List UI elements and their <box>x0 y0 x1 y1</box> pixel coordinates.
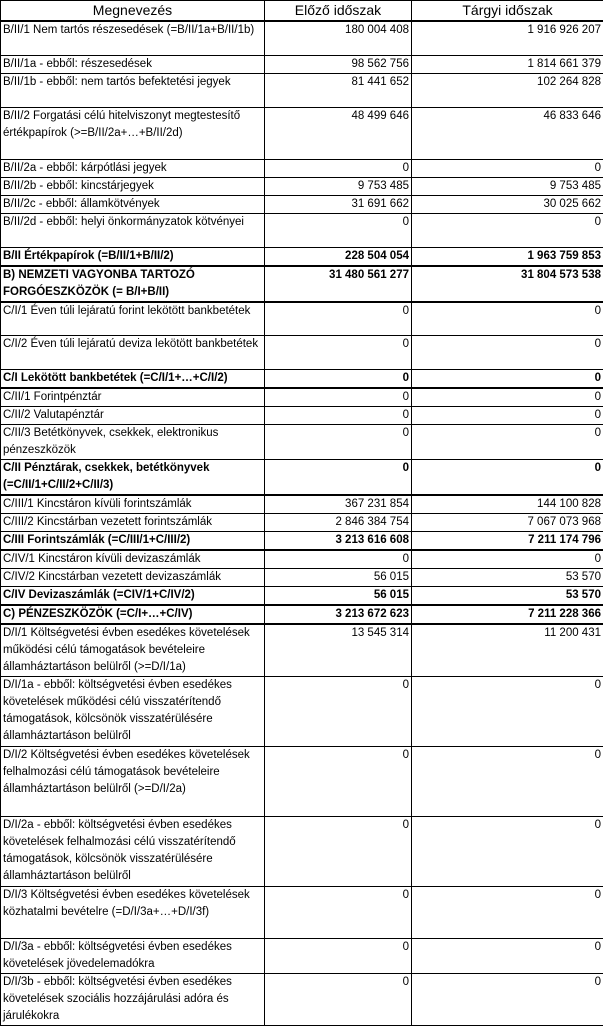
current-period-value: 0 <box>412 302 603 336</box>
previous-period-value: 3 213 616 608 <box>265 532 412 551</box>
current-period-value: 7 211 174 796 <box>412 532 603 551</box>
row-label: C/IV/2 Kincstárban vezetett devizaszámlák <box>1 569 265 587</box>
table-row <box>1 388 603 407</box>
current-period-value: 1 814 661 379 <box>412 55 603 73</box>
header-row <box>1 1 603 22</box>
current-period-value: 7 067 073 968 <box>412 514 603 532</box>
header-name: Megnevezés <box>1 1 265 22</box>
previous-period-value: 0 <box>265 302 412 336</box>
previous-period-value: 0 <box>265 213 412 247</box>
previous-period-value: 0 <box>265 550 412 569</box>
table-row <box>1 817 603 887</box>
current-period-value: 102 264 828 <box>412 73 603 107</box>
current-period-value: 0 <box>412 370 603 389</box>
table-row <box>1 213 603 247</box>
row-label: C/II/3 Betétkönyvek, csekkek, elektronikus pénzeszközök <box>1 425 265 460</box>
previous-period-value: 9 753 485 <box>265 177 412 195</box>
table-row <box>1 587 603 606</box>
previous-period-value: 0 <box>265 974 412 1026</box>
table-row <box>1 266 603 302</box>
current-period-value: 53 570 <box>412 587 603 606</box>
previous-period-value: 0 <box>265 817 412 887</box>
row-label: C/III/1 Kincstáron kívüli forintszámlák <box>1 495 265 514</box>
previous-period-value: 0 <box>265 336 412 370</box>
row-label: B/II/1 Nem tartós részesedések (=B/II/1a+B/II/1b) <box>1 21 265 55</box>
table-row <box>1 605 603 624</box>
row-label: B/II/1b - ebből: nem tartós befektetési jegyek <box>1 73 265 107</box>
row-label: B/II/2c - ebből: államkötvények <box>1 195 265 213</box>
current-period-value: 7 211 228 366 <box>412 605 603 624</box>
table-body <box>1 21 603 1026</box>
row-label: C/II/2 Valutapénztár <box>1 407 265 425</box>
previous-period-value: 98 562 756 <box>265 55 412 73</box>
current-period-value: 0 <box>412 550 603 569</box>
table-row <box>1 425 603 460</box>
row-label: C/IV Devizaszámlák (=CIV/1+C/IV/2) <box>1 587 265 606</box>
row-label: D/I/2a - ebből: költségvetési évben esedékes követelések felhalmozási célú visszatérítendő támogatások, kölcsönök visszatérülésére államháztartáson belülről <box>1 817 265 887</box>
table-row <box>1 974 603 1026</box>
previous-period-value: 0 <box>265 388 412 407</box>
current-period-value: 1 963 759 853 <box>412 247 603 266</box>
row-label: B/II Értékpapírok (=B/II/1+B/II/2) <box>1 247 265 266</box>
current-period-value: 0 <box>412 407 603 425</box>
current-period-value: 144 100 828 <box>412 495 603 514</box>
row-label: D/I/2 Költségvetési évben esedékes követelések felhalmozási célú támogatások bevételeire államháztartáson belülről (>=D/I/2a) <box>1 747 265 817</box>
table-row <box>1 73 603 107</box>
previous-period-value: 228 504 054 <box>265 247 412 266</box>
previous-period-value: 0 <box>265 887 412 939</box>
table-row <box>1 159 603 177</box>
table-row <box>1 495 603 514</box>
current-period-value: 0 <box>412 159 603 177</box>
row-label: D/I/3 Költségvetési évben esedékes követelések közhatalmi bevételre (=D/I/3a+…+D/I/3f) <box>1 887 265 939</box>
previous-period-value: 0 <box>265 747 412 817</box>
row-label: C/I Lekötött bankbetétek (=C/I/1+…+C/I/2) <box>1 370 265 389</box>
row-label: C/III/2 Kincstárban vezetett forintszámlák <box>1 514 265 532</box>
table-row <box>1 460 603 496</box>
header-previous-period: Előző időszak <box>265 1 412 22</box>
table-row <box>1 107 603 159</box>
row-label: D/I/3b - ebből: költségvetési évben esedékes követelések szociális hozzájárulási adóra és járulékokra <box>1 974 265 1026</box>
table-row <box>1 177 603 195</box>
current-period-value: 11 200 431 <box>412 624 603 677</box>
table-row <box>1 55 603 73</box>
table-row <box>1 195 603 213</box>
table-row <box>1 550 603 569</box>
current-period-value: 0 <box>412 677 603 747</box>
current-period-value: 0 <box>412 817 603 887</box>
previous-period-value: 2 846 384 754 <box>265 514 412 532</box>
table-row <box>1 887 603 939</box>
previous-period-value: 48 499 646 <box>265 107 412 159</box>
previous-period-value: 0 <box>265 939 412 974</box>
current-period-value: 30 025 662 <box>412 195 603 213</box>
previous-period-value: 0 <box>265 677 412 747</box>
current-period-value: 0 <box>412 460 603 496</box>
current-period-value: 0 <box>412 887 603 939</box>
previous-period-value: 81 441 652 <box>265 73 412 107</box>
header-current-period: Tárgyi időszak <box>412 1 603 22</box>
current-period-value: 0 <box>412 425 603 460</box>
table-row <box>1 302 603 336</box>
row-label: C/II/1 Forintpénztár <box>1 388 265 407</box>
previous-period-value: 0 <box>265 425 412 460</box>
table-row <box>1 677 603 747</box>
table-row <box>1 407 603 425</box>
row-label: C/IV/1 Kincstáron kívüli devizaszámlák <box>1 550 265 569</box>
row-label: C/III Forintszámlák (=C/III/1+C/III/2) <box>1 532 265 551</box>
row-label: D/I/1a - ebből: költségvetési évben esedékes követelések működési célú visszatérítendő támogatások, kölcsönök visszatérülésére államháztartáson belülről <box>1 677 265 747</box>
table-row <box>1 247 603 266</box>
table-row <box>1 624 603 677</box>
row-label: C/I/2 Éven túli lejáratú deviza lekötött bankbetétek <box>1 336 265 370</box>
current-period-value: 0 <box>412 213 603 247</box>
table-row <box>1 370 603 389</box>
current-period-value: 0 <box>412 388 603 407</box>
table-row <box>1 21 603 55</box>
previous-period-value: 0 <box>265 159 412 177</box>
row-label: C/II Pénztárak, csekkek, betétkönyvek (=C/II/1+C/II/2+C/II/3) <box>1 460 265 496</box>
previous-period-value: 31 480 561 277 <box>265 266 412 302</box>
current-period-value: 0 <box>412 974 603 1026</box>
current-period-value: 31 804 573 538 <box>412 266 603 302</box>
previous-period-value: 56 015 <box>265 569 412 587</box>
row-label: C/I/1 Éven túli lejáratú forint lekötött bankbetétek <box>1 302 265 336</box>
table-row <box>1 939 603 974</box>
table-row <box>1 514 603 532</box>
current-period-value: 0 <box>412 336 603 370</box>
table-row <box>1 747 603 817</box>
row-label: B/II/2 Forgatási célú hitelviszonyt megtestesítő értékpapírok (>=B/II/2a+…+B/II/2d) <box>1 107 265 159</box>
row-label: B/II/1a - ebből: részesedések <box>1 55 265 73</box>
previous-period-value: 367 231 854 <box>265 495 412 514</box>
row-label: B) NEMZETI VAGYONBA TARTOZÓ FORGÓESZKÖZÖK (= B/I+B/II) <box>1 266 265 302</box>
previous-period-value: 56 015 <box>265 587 412 606</box>
row-label: B/II/2b - ebből: kincstárjegyek <box>1 177 265 195</box>
previous-period-value: 0 <box>265 370 412 389</box>
table-row <box>1 532 603 551</box>
table-row <box>1 569 603 587</box>
previous-period-value: 180 004 408 <box>265 21 412 55</box>
current-period-value: 46 833 646 <box>412 107 603 159</box>
row-label: D/I/3a - ebből: költségvetési évben esedékes követelések jövedelemadókra <box>1 939 265 974</box>
current-period-value: 1 916 926 207 <box>412 21 603 55</box>
table-row <box>1 336 603 370</box>
current-period-value: 53 570 <box>412 569 603 587</box>
previous-period-value: 0 <box>265 407 412 425</box>
previous-period-value: 13 545 314 <box>265 624 412 677</box>
current-period-value: 0 <box>412 939 603 974</box>
row-label: C) PÉNZESZKÖZÖK (=C/I+…+C/IV) <box>1 605 265 624</box>
row-label: B/II/2d - ebből: helyi önkormányzatok kötvényei <box>1 213 265 247</box>
previous-period-value: 31 691 662 <box>265 195 412 213</box>
row-label: B/II/2a - ebből: kárpótlási jegyek <box>1 159 265 177</box>
previous-period-value: 0 <box>265 460 412 496</box>
current-period-value: 9 753 485 <box>412 177 603 195</box>
row-label: D/I/1 Költségvetési évben esedékes követelések működési célú támogatások bevételeire államháztartáson belülről (>=D/I/1a) <box>1 624 265 677</box>
current-period-value: 0 <box>412 747 603 817</box>
previous-period-value: 3 213 672 623 <box>265 605 412 624</box>
